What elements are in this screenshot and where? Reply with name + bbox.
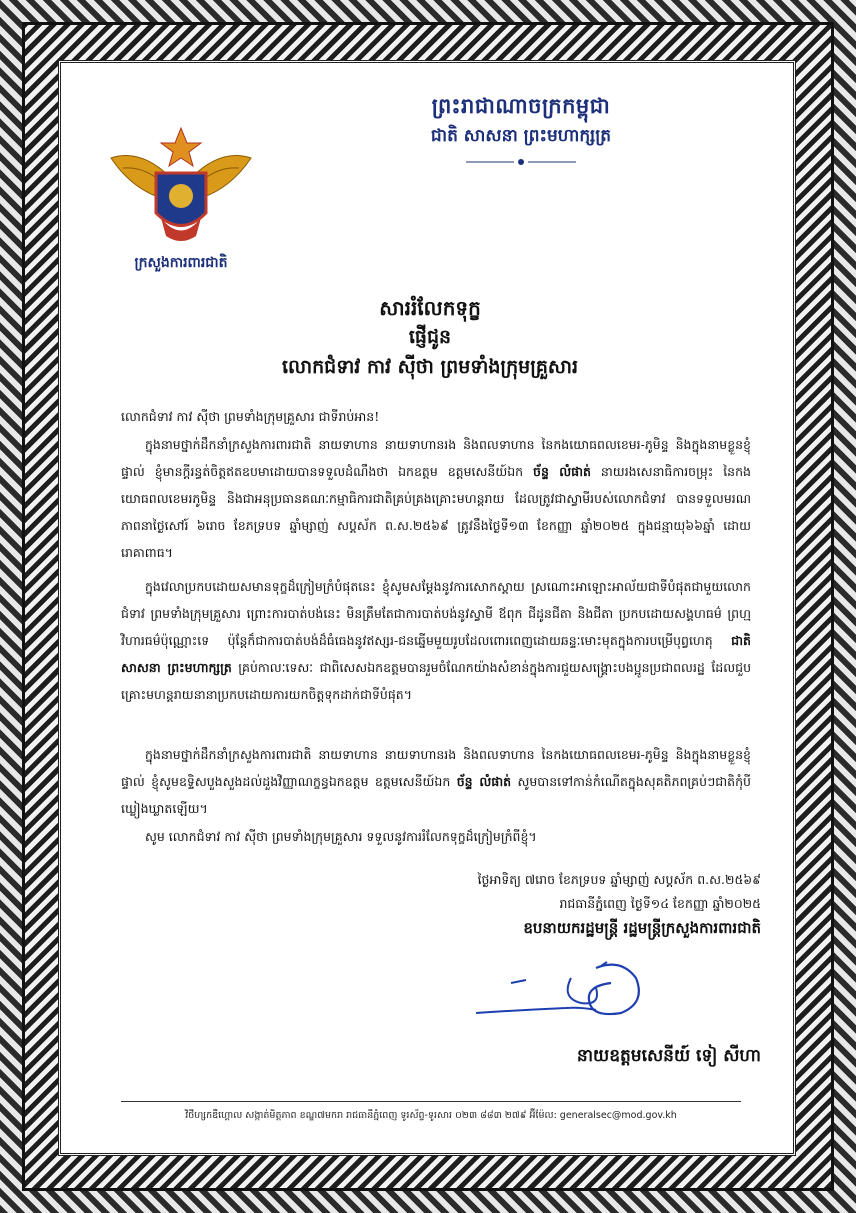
- paragraph-1: [121, 431, 751, 566]
- paragraph-2-text-a: ក្នុងវេលាប្រកបដោយសមានទុក្ខដ៏ក្រៀមក្រំបំផុតនេះ ខ្ញុំសូមសម្ដែងនូវការសោកស្ដាយ ស្រណោះអាឡោះអាល័យជាទីបំផុតជាមួយលោកជំទាវ ព្រមទាំងក្រុមគ្រួសារ ព្រោះការបាត់បង់នេះ មិនត្រឹមតែជាការបាត់បង់នូវស្វាមី ឪពុក ជីដូនជីតា និងជីតា ប្រកបដោយសង្គហធម៌ ព្រហ្មវិហារធម៌ប៉ុណ្ណោះទេ ប៉ុន្តែក៏ជាការបាត់បង់ដ៏ធំធេងនូវឥស្សរ-ជនឆ្នើមមួយរូបដែលពោរពេញដោយឆន្ទៈមោះមុតក្នុងការបម្រើបុព្វហេតុ: [121, 579, 751, 648]
- national-motto: ជាតិ សាសនា ព្រះមហាក្សត្រ: [430, 126, 612, 146]
- letter-title: សាររំលែកទុក្ខ: [379, 296, 481, 320]
- national-motto-inline: ជាតិ សាសនា ព្រះមហាក្សត្រ: [121, 633, 751, 675]
- date-solar: រាជធានីភ្នំពេញ ថ្ងៃទី១៤ ខែកញ្ញា ឆ្នាំ២០២៥: [559, 896, 761, 911]
- deceased-name: ច័ន្ទ លំផាត់: [533, 464, 591, 479]
- footer-address: វិថីហ្សកឌឺហ្គោល សង្កាត់មិត្តភាព ខណ្ឌ៧មករា រាជធានីភ្នំពេញ ទូរស័ព្ទ-ទូរសារ ០២៣ ៨៨៣ ២៧៩ អ៊ីម៉ែល: generalsec@mod.gov.kh: [185, 1110, 677, 1121]
- paragraph-3-text-a: ក្នុងនាមថ្នាក់ដឹកនាំក្រសួងការពារជាតិ នាយទាហាន នាយទាហានរង និងពលទាហាន នៃកងយោធពលខេមរ-ភូមិន្ទ និងក្នុងនាមខ្លួនខ្ញុំផ្ទាល់ ខ្ញុំសូមឧទ្ទិសបួងសួងដល់ដួងវិញ្ញាណក្ខន្ធឯកឧត្តម ឧត្តមសេនីយ៍ឯក: [121, 747, 751, 789]
- ministry-name: ក្រសួងការពារជាតិ: [134, 255, 228, 271]
- ministry-emblem-icon: [101, 118, 261, 248]
- signer-name: នាយឧត្តមសេនីយ៍ ទៀ សីហា: [576, 1046, 761, 1066]
- salutation: លោកជំទាវ កាវ ស៊ីថា ព្រមទាំងក្រុមគ្រួសារ ជាទីរាប់អាន!: [121, 409, 380, 424]
- deceased-name-2: ច័ន្ទ លំផាត់: [456, 774, 512, 789]
- divider-ornament-icon: [466, 157, 576, 167]
- letter-recipient: លោកជំទាវ កាវ ស៊ីថា ព្រមទាំងក្រុមគ្រួសារ: [281, 356, 579, 378]
- kingdom-heading: ព្រះរាជាណាចក្រកម្ពុជា: [431, 93, 611, 118]
- paragraph-3: [121, 741, 751, 822]
- paragraph-2-text-b: គ្រប់កាលៈទេសៈ ជាពិសេសឯកឧត្តមបានរួមចំណែកយ៉ាងសំខាន់ក្នុងការជួយសង្គ្រោះបងប្អូនប្រជាពលរដ្ឋ ដែលជួបគ្រោះមហន្តរាយនានាប្រកបដោយការយកចិត្តទុកដាក់ជាទីបំផុត។: [121, 660, 752, 702]
- footer-divider: [121, 1101, 741, 1102]
- letter-page: [58, 60, 796, 1156]
- handwritten-signature: [471, 958, 681, 1038]
- letter-subtitle: ផ្ញើជូន: [408, 326, 452, 348]
- paragraph-1-text-a: ក្នុងនាមថ្នាក់ដឹកនាំក្រសួងការពារជាតិ នាយទាហាន នាយទាហានរង និងពលទាហាន នៃកងយោធពលខេមរ-ភូមិន្ទ និងក្នុងនាមខ្លួនខ្ញុំផ្ទាល់ ខ្ញុំមានក្ដីរន្ធត់ចិត្តឥតឧបមាដោយបានទទួលដំណឹងថា ឯកឧត្តម ឧត្តមសេនីយ៍ឯក: [121, 437, 751, 479]
- paragraph-3-text-b: សូមបានទៅកាន់កំណើតក្នុងសុគតិភពគ្រប់ៗជាតិកុំបីឃ្លៀងឃ្លាតឡើយ។: [121, 774, 751, 816]
- paragraph-2: [121, 573, 751, 708]
- date-lunar: ថ្ងៃអាទិត្យ ៧រោច ខែភទ្របទ ឆ្នាំម្សាញ់ សប្ដស័ក ព.ស.២៥៦៩: [477, 872, 761, 887]
- signer-position: ឧបនាយករដ្ឋមន្ត្រី រដ្ឋមន្ត្រីក្រសួងការពារជាតិ: [523, 919, 761, 937]
- paragraph-1-text-b: នាយរងសេនាធិការចម្រុះ នៃកងយោធពលខេមរភូមិន្ទ និងជាអនុប្រធានគណៈកម្មាធិការជាតិគ្រប់គ្រងគ្រោះមហន្តរាយ ដែលត្រូវជាស្វាមីរបស់លោកជំទាវ បានទទួលមរណភាពនាថ្ងៃសៅរ៍ ៦រោច ខែភទ្របទ ឆ្នាំម្សាញ់ សប្ដស័ក ព.ស.២៥៦៩ ត្រូវនឹងថ្ងៃទី១៣ ខែកញ្ញា ឆ្នាំ២០២៥ ក្នុងជន្មាយុ៦៦ឆ្នាំ ដោយរោគាពាធ។: [121, 464, 751, 560]
- paragraph-4: សូម លោកជំទាវ កាវ ស៊ីថា ព្រមទាំងក្រុមគ្រួសារ ទទួលនូវការរំលែកទុក្ខដ៏ក្រៀមក្រំពីខ្ញុំ។: [145, 829, 537, 844]
